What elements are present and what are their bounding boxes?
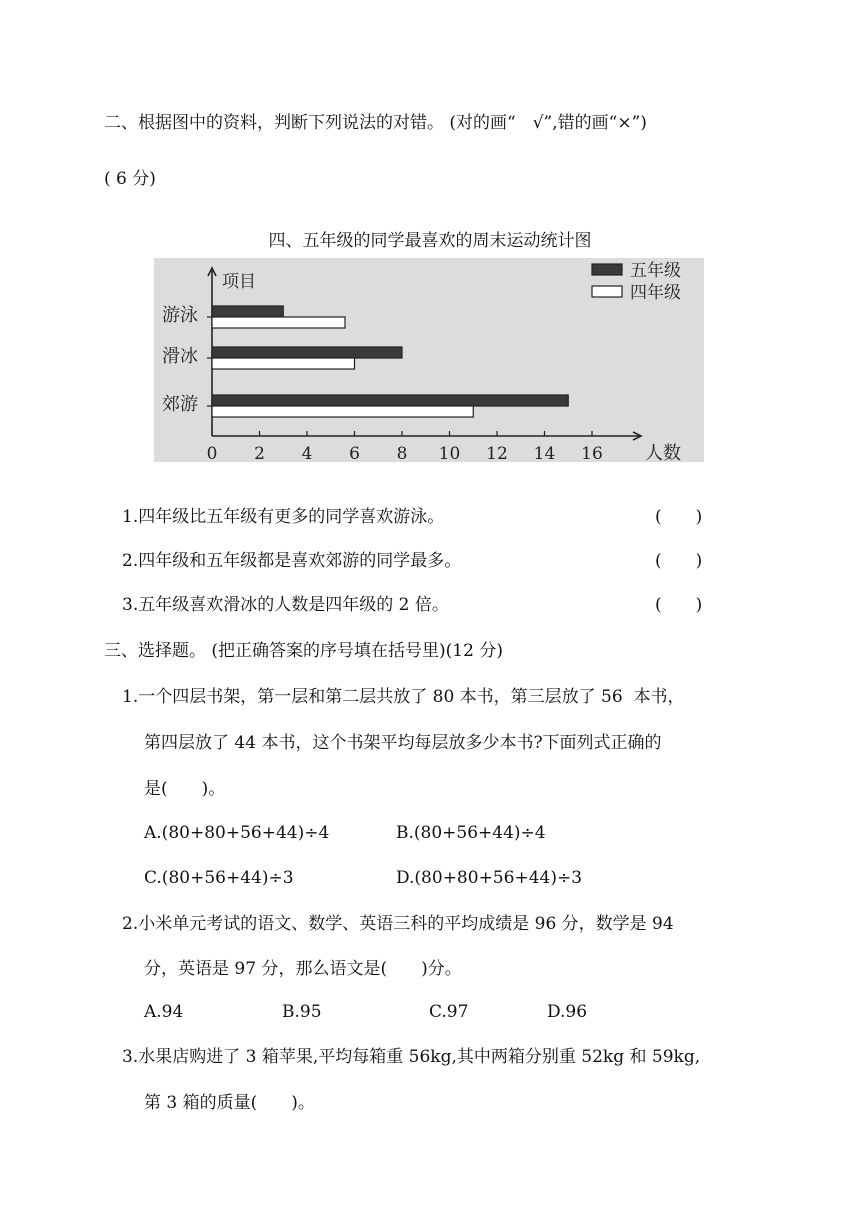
- category-label: 滑冰: [162, 346, 198, 367]
- statement-3-answer-bracket[interactable]: ( ): [655, 595, 703, 615]
- category-label: 游泳: [162, 305, 198, 326]
- y-axis-label: 项目: [222, 272, 256, 292]
- x-tick-label: 0: [206, 444, 218, 462]
- bar-grade5: [212, 306, 283, 317]
- q1-line-3: 是( )。: [144, 779, 226, 799]
- x-tick-label: 6: [349, 444, 360, 462]
- q2-line-1: 2.小米单元考试的语文、数学、英语三科的平均成绩是 96 分，数学是 94: [122, 914, 674, 934]
- bar-grade5: [212, 395, 568, 406]
- section2-heading: 二、根据图中的资料，判断下列说法的对错。 (对的画“ √”,错的画“×”): [104, 113, 647, 133]
- bar-grade4: [212, 317, 345, 328]
- x-tick-label: 4: [301, 444, 313, 462]
- section2-score: ( 6 分): [104, 169, 156, 189]
- legend-label: 五年级: [630, 261, 681, 281]
- q1-option-b[interactable]: B.(80+56+44)÷4: [396, 823, 546, 843]
- q3-line-1: 3.水果店购进了 3 箱苹果,平均每箱重 56kg,其中两箱分别重 52kg 和 59kg,: [122, 1047, 701, 1067]
- q1-option-a[interactable]: A.(80+80+56+44)÷4: [144, 823, 330, 843]
- bar-grade5: [212, 347, 402, 358]
- q3-line-2: 第 3 箱的质量( )。: [144, 1093, 315, 1113]
- x-tick-label: 2: [254, 444, 265, 462]
- q1-option-d[interactable]: D.(80+80+56+44)÷3: [396, 868, 583, 888]
- q2-option-c[interactable]: C.97: [429, 1002, 469, 1022]
- x-tick-label: 14: [533, 444, 556, 462]
- q1-option-c[interactable]: C.(80+56+44)÷3: [144, 868, 294, 888]
- statement-1: 1.四年级比五年级有更多的同学喜欢游泳。: [122, 507, 445, 527]
- bar-grade4: [212, 406, 473, 417]
- section3-heading: 三、选择题。 (把正确答案的序号填在括号里)(12 分): [104, 641, 503, 661]
- x-tick-label: 10: [438, 444, 461, 462]
- statement-2: 2.四年级和五年级都是喜欢郊游的同学最多。: [122, 551, 462, 571]
- legend-swatch: [592, 286, 622, 297]
- bar-chart-svg: [154, 258, 704, 462]
- category-label: 郊游: [162, 394, 198, 415]
- x-tick-label: 8: [396, 444, 408, 462]
- x-tick-label: 12: [486, 444, 508, 462]
- bar-chart: [154, 258, 704, 462]
- bar-grade4: [212, 358, 355, 369]
- q1-line-2: 第四层放了 44 本书，这个书架平均每层放多少本书?下面列式正确的: [144, 733, 662, 753]
- legend-swatch: [592, 264, 622, 275]
- q2-line-2: 分，英语是 97 分，那么语文是( )分。: [144, 959, 462, 979]
- x-tick-label: 16: [581, 444, 603, 462]
- chart-title: 四、五年级的同学最喜欢的周末运动统计图: [268, 231, 592, 251]
- statement-2-answer-bracket[interactable]: ( ): [655, 551, 703, 571]
- x-axis-label: 人数: [645, 443, 681, 462]
- q2-option-a[interactable]: A.94: [144, 1002, 184, 1022]
- q1-line-1: 1.一个四层书架，第一层和第二层共放了 80 本书，第三层放了 56 本书，: [122, 687, 685, 707]
- statement-1-answer-bracket[interactable]: ( ): [655, 507, 703, 527]
- statement-3: 3.五年级喜欢滑冰的人数是四年级的 2 倍。: [122, 595, 449, 615]
- q2-option-b[interactable]: B.95: [282, 1002, 322, 1022]
- q2-option-d[interactable]: D.96: [547, 1002, 588, 1022]
- legend-label: 四年级: [630, 283, 681, 303]
